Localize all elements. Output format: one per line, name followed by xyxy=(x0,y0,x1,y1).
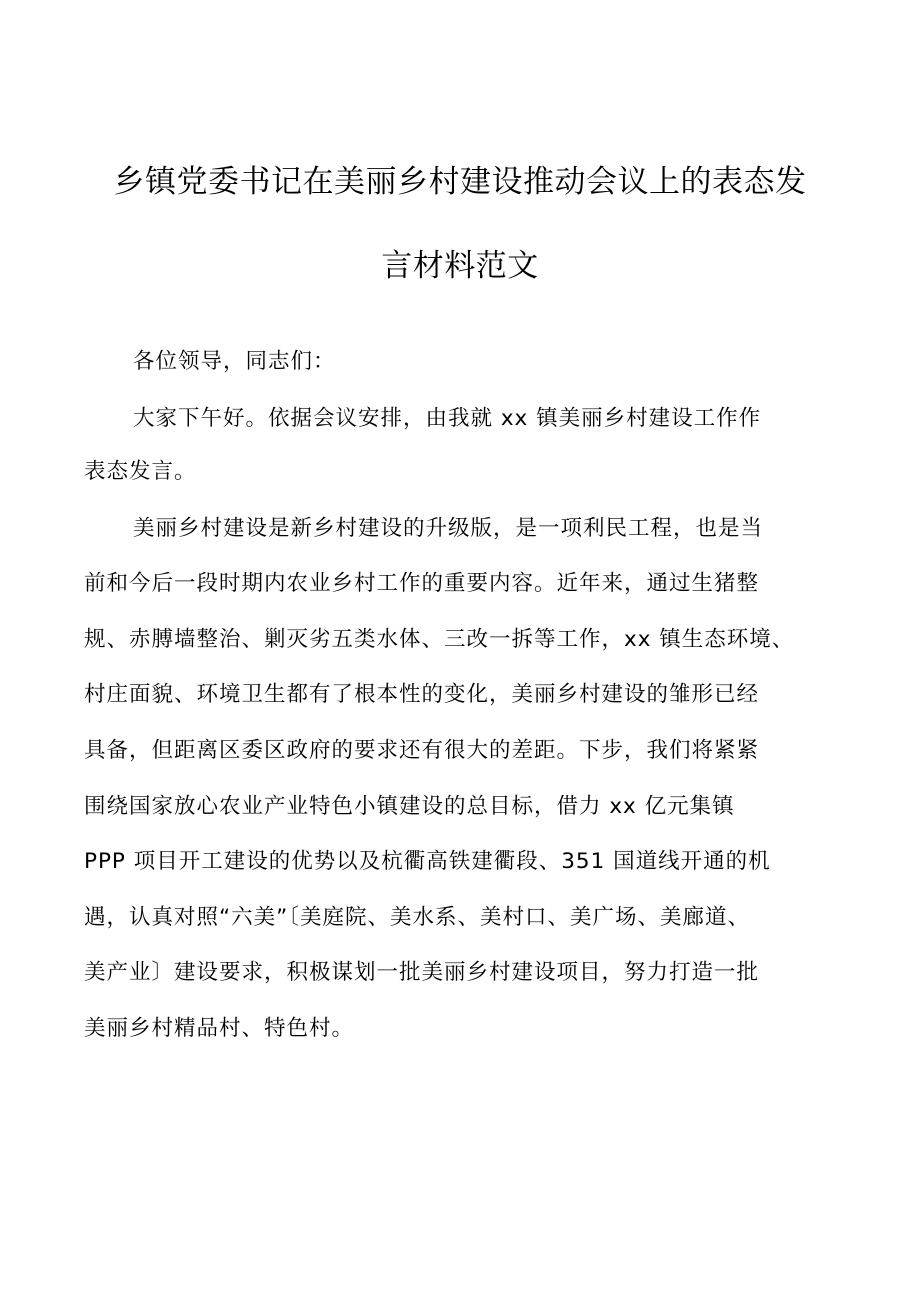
paragraph-2-line-6: 围绕国家放心农业产业特色小镇建设的总目标，借力 xx 亿元集镇 xyxy=(84,794,735,819)
paragraph-2-line-4: 村庄面貌、环境卫生都有了根本性的变化，美丽乡村建设的雏形已经 xyxy=(84,682,760,707)
paragraph-1-line-2: 表态发言。 xyxy=(84,459,197,484)
document-title-line-2: 言材料范文 xyxy=(381,248,539,284)
paragraph-2-line-2: 前和今后一段时期内农业乡村工作的重要内容。近年来，通过生猪整 xyxy=(84,571,760,596)
paragraph-2-line-7: PPP 项目开工建设的优势以及杭衢高铁建衢段、351 国道线开通的机 xyxy=(84,849,771,874)
document-title-line-1: 乡镇党委书记在美丽乡村建设推动会议上的表态发 xyxy=(113,164,807,200)
paragraph-2-line-8: 遇，认真对照“六美”〔美庭院、美水系、美村口、美广场、美廊道、 xyxy=(84,905,751,930)
salutation: 各位领导，同志们： xyxy=(133,349,336,374)
paragraph-2-line-1: 美丽乡村建设是新乡村建设的升级版，是一项利民工程，也是当 xyxy=(133,516,764,541)
paragraph-2-line-10: 美丽乡村精品村、特色村。 xyxy=(84,1016,355,1041)
paragraph-2-line-5: 具备，但距离区委区政府的要求还有很大的差距。下步，我们将紧紧 xyxy=(84,738,760,763)
paragraph-2-line-3: 规、赤膊墙整治、剿灭劣五类水体、三改一拆等工作，xx 镇生态环境、 xyxy=(84,627,795,652)
paragraph-1-line-1: 大家下午好。依据会议安排，由我就 xx 镇美丽乡村建设工作作 xyxy=(133,406,762,431)
paragraph-2-line-9: 美产业〕建设要求，积极谋划一批美丽乡村建设项目，努力打造一批 xyxy=(84,960,760,985)
